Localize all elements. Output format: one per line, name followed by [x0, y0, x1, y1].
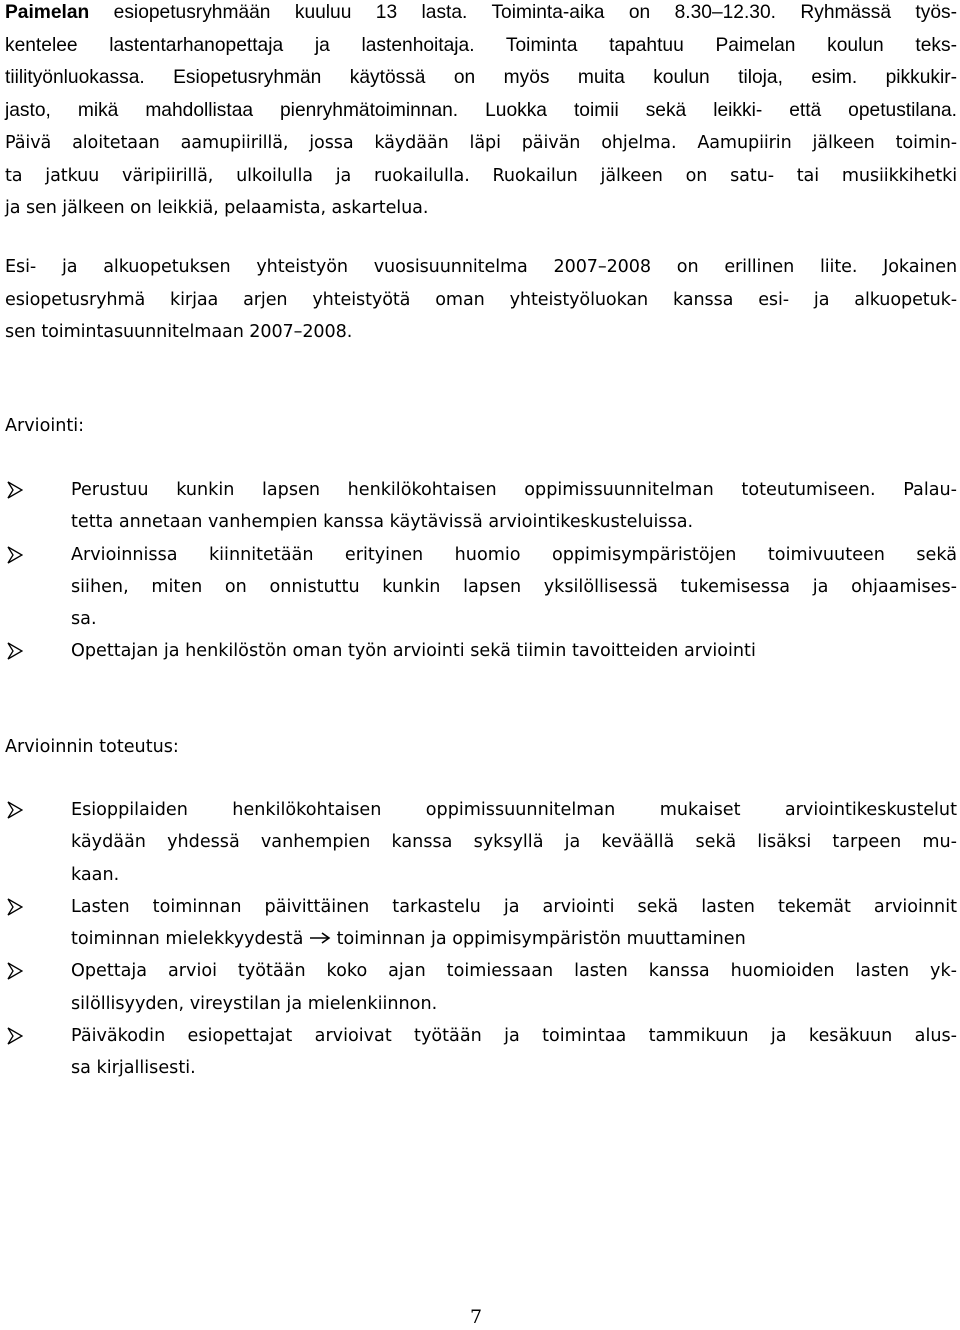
intro-line-7: ja sen jälkeen on leikkiä, pelaamista, askartelua.: [5, 198, 429, 218]
list-item: Opettaja arvioi työtään koko ajan toimiessaan lasten kanssa huomioiden lasten yk- silöllisyyden, vireystilan ja mielenkiinnon.: [5, 955, 957, 1020]
list-item: Arvioinnissa kiinnitetään erityinen huomio oppimisympäristöjen toimivuuteen sekä siihen, miten on onnistuttu kunkin lapsen yksilöllisessä tukemisessa ja ohjaamises- sa.: [5, 539, 957, 636]
cooperation-paragraph: [5, 251, 957, 349]
list-item: Esioppilaiden henkilökohtaisen oppimissuunnitelman mukaiset arviointikeskustelut käydään yhdessä vanhempien kanssa syksyllä ja keväällä sekä lisäksi tarpeen mu- kaan.: [5, 794, 957, 891]
arviointi-heading: Arviointi:: [5, 416, 85, 436]
arrowhead-bullet-icon: [7, 481, 23, 499]
arvioinnin-toteutus-heading: Arvioinnin toteutus:: [5, 737, 179, 757]
arrowhead-bullet-icon: [7, 898, 23, 916]
intro-line-2: kentelee lastentarhanopettaja ja lastenhoitaja. Toiminta tapahtuu Paimelan koulun teks-: [5, 34, 957, 56]
intro-line-5: Päivä aloitetaan aamupiirillä, jossa käydään läpi päivän ohjelma. Aamupiirin jälkeen toimin-: [5, 133, 957, 153]
list-item: Opettajan ja henkilöstön oman työn arviointi sekä tiimin tavoitteiden arviointi: [5, 635, 957, 667]
list-item: Päiväkodin esiopettajat arvioivat työtään ja toimintaa tammikuun ja kesäkuun alus- sa kirjallisesti.: [5, 1020, 957, 1085]
cooperation-line-1: Esi- ja alkuopetuksen yhteistyön vuosisuunnitelma 2007–2008 on erillinen liite. Jokainen: [5, 257, 957, 277]
cooperation-line-3: sen toimintasuunnitelmaan 2007–2008.: [5, 322, 353, 342]
arrowhead-bullet-icon: [7, 801, 23, 819]
list-item: Perustuu kunkin lapsen henkilökohtaisen oppimissuunnitelman toteutumiseen. Palau- tetta annetaan vanhempien kanssa käytävissä arviointikeskusteluissa.: [5, 474, 957, 539]
right-arrow-icon: [309, 924, 331, 938]
arrowhead-bullet-icon: [7, 1027, 23, 1045]
intro-line-1: Paimelan esiopetusryhmään kuuluu 13 lasta. Toiminta-aika on 8.30–12.30. Ryhmässä työs-: [5, 2, 957, 23]
intro-line-6: ta jatkuu väripiirillä, ulkoilulla ja ruokailulla. Ruokailun jälkeen on satu- tai musiikkihetki: [5, 165, 957, 186]
intro-paragraph: [5, 0, 957, 225]
cooperation-line-2: esiopetusryhmä kirjaa arjen yhteistyötä oman yhteistyöluokan kanssa esi- ja alkuopetuk-: [5, 289, 957, 310]
arviointi-list: [5, 474, 957, 668]
page-number: 7: [470, 1306, 483, 1328]
list-item: Lasten toiminnan päivittäinen tarkastelu ja arviointi sekä lasten tekemät arvioinnit toiminnan mielekkyydestä toiminnan ja oppimisympäristön muuttaminen: [5, 891, 957, 956]
intro-line-3: tiilityönluokassa. Esiopetusryhmän käytössä on myös muita koulun tiloja, esim. pikkukir-: [5, 67, 957, 88]
arrowhead-bullet-icon: [7, 642, 23, 660]
intro-line-4: jasto, mikä mahdollistaa pienryhmätoiminnan. Luokka toimii sekä leikki- että opetustilana.: [5, 99, 957, 121]
arrowhead-bullet-icon: [7, 546, 23, 564]
toteutus-list: [5, 794, 957, 1085]
group-name: Paimelan: [5, 2, 90, 23]
arrowhead-bullet-icon: [7, 962, 23, 980]
